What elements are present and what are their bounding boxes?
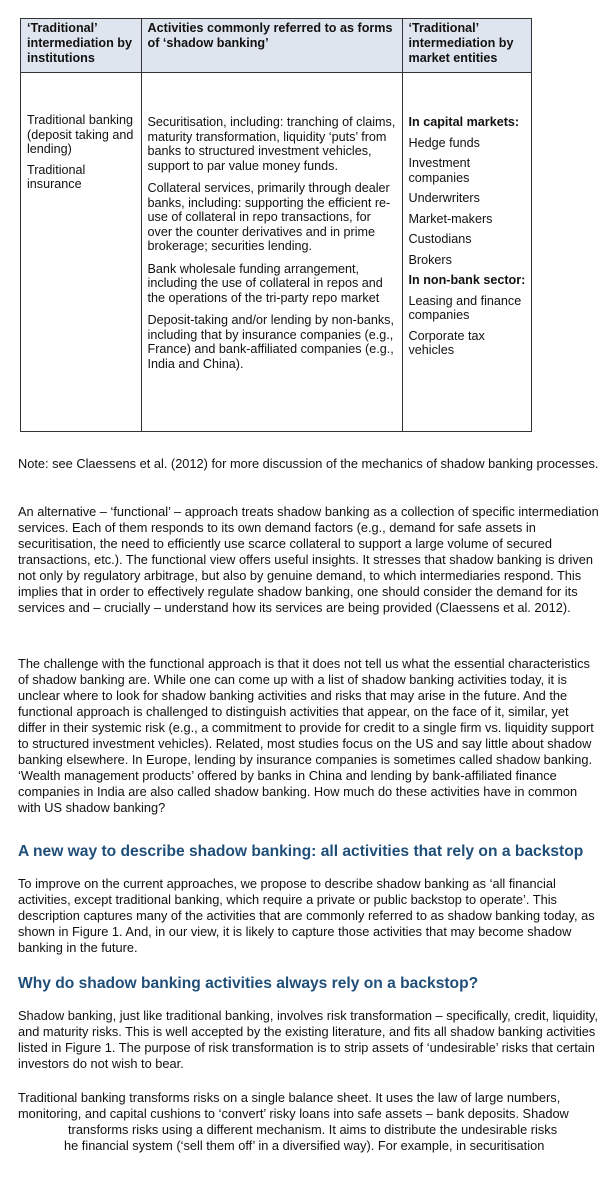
list-item: Traditional banking (deposit taking and lending) xyxy=(27,113,134,156)
paragraph-risk-transformation: Shadow banking, just like traditional banking, involves risk transformation – specifically, credit, liquidity, and maturity risks. This is well accepted by the existing literature, and fits all shadow banking activities listed in Figure 1. The purpose of risk transformation is to strip assets of ‘undesirable’ risks that certain investors do not wish to bear. xyxy=(18,1008,598,1071)
text-line: he financial system (‘sell them off’ in a diversified way). For example, in securitisation xyxy=(64,1138,545,1153)
non-bank-sector-heading: In non-bank sector: xyxy=(408,273,526,287)
paragraph-functional-challenge: The challenge with the functional approach is that it does not tell us what the essential characteristics of shadow banking are. While one can come up with a list of shadow banking activities today, it is unclear where to look for shadow banking activities and risks that may arise in the future. And the functional approach is challenged to distinguish activities that appear, on the face of it, similar, yet differ in their systemic risk (e.g., a commitment to provide for credit to a single firm vs. liquidity support to structured investment vehicles). Related, most studies focus on the US and say little about shadow banking elsewhere. In Europe, lending by insurance companies is sometimes called shadow banking. ‘Wealth management products’ offered by banks in China and lending by bank-affiliated finance companies in India are also called shadow banking. How much do these activities have in common with US shadow banking? xyxy=(18,656,594,815)
list-item: Underwriters xyxy=(408,191,480,205)
table-header-shadow-banking: Activities commonly referred to as forms of ‘shadow banking’ xyxy=(142,19,402,73)
table-cell-shadow-banking xyxy=(142,73,402,371)
paragraph-functional-approach: An alternative – ‘functional’ – approach treats shadow banking as a collection of specific intermediation services. Each of them responds to its own demand factors (e.g., demand for safe assets in securitisation, the need to efficiently use scarce collateral to support a large volume of secured transactions, etc.). The functional view offers useful insights. It stresses that shadow banking is driven not only by regulatory arbitrage, but also by genuine demand, to which intermediaries respond. This implies that in order to effectively regulate shadow banking, one should consider the demand for its services and – crucially – understand how its services are being provided (Claessens et al. 2012). xyxy=(18,504,599,615)
list-item: Collateral services, primarily through dealer banks, including: supporting the efficient re-use of collateral in repo transactions, for over the counter derivatives and in prime brokerage; securities lending. xyxy=(147,181,391,253)
table-note: Note: see Claessens et al. (2012) for more discussion of the mechanics of shadow banking processes. xyxy=(18,456,599,471)
list-item: Traditional insurance xyxy=(27,162,86,191)
table-column-shadow-banking xyxy=(141,19,402,431)
text-line: monitoring, and capital cushions to ‘convert’ risky loans into safe assets – bank deposits. Shadow xyxy=(18,1106,569,1121)
table-header-market-entities: ‘Traditional’ intermediation by market entities xyxy=(403,19,532,73)
figure-table xyxy=(20,18,532,432)
paragraph-traditional-banking xyxy=(18,1090,600,1154)
list-item: Hedge funds xyxy=(408,135,480,150)
list-item: Leasing and finance companies xyxy=(408,293,522,322)
list-item: Securitisation, including: tranching of claims, maturity transformation, liquidity ‘puts’ from banks to structured investment vehicles, support to par value money funds. xyxy=(147,115,396,173)
list-item: Corporate tax vehicles xyxy=(408,328,485,357)
list-item: Custodians xyxy=(408,232,472,246)
table-cell-market-entities xyxy=(403,73,532,358)
table-cell-institutions xyxy=(21,73,141,192)
list-item: Brokers xyxy=(408,252,452,267)
text-line: Traditional banking transforms risks on a single balance sheet. It uses the law of large numbers, xyxy=(18,1090,561,1105)
table-column-market-entities xyxy=(402,19,532,431)
text-line: transforms risks using a different mechanism. It aims to distribute the undesirable risks xyxy=(68,1122,558,1137)
list-item: Market-makers xyxy=(408,211,493,226)
paragraph-new-description: To improve on the current approaches, we propose to describe shadow banking as ‘all financial activities, except traditional banking, which require a private or public backstop to operate’. This description captures many of the activities that are commonly referred to as shadow banking today, as shown in Figure 1. And, in our view, it is likely to capture those activities that may become shadow banking in the future. xyxy=(18,876,595,955)
section-heading-backstop: A new way to describe shadow banking: all activities that rely on a backstop xyxy=(18,843,584,860)
table-header-institutions: ‘Traditional’ intermediation by institutions xyxy=(21,19,141,73)
list-item: Bank wholesale funding arrangement, including the use of collateral in repos and the operations of the tri-party repo market xyxy=(147,261,383,305)
capital-markets-heading: In capital markets: xyxy=(408,115,520,129)
list-item: Investment companies xyxy=(408,156,471,185)
list-item: Deposit-taking and/or lending by non-banks, including that by insurance companies (e.g., France) and bank-affiliated companies (e.g., India and China). xyxy=(147,313,394,371)
table-column-institutions xyxy=(21,19,141,431)
section-heading-why-backstop: Why do shadow banking activities always rely on a backstop? xyxy=(18,975,479,992)
